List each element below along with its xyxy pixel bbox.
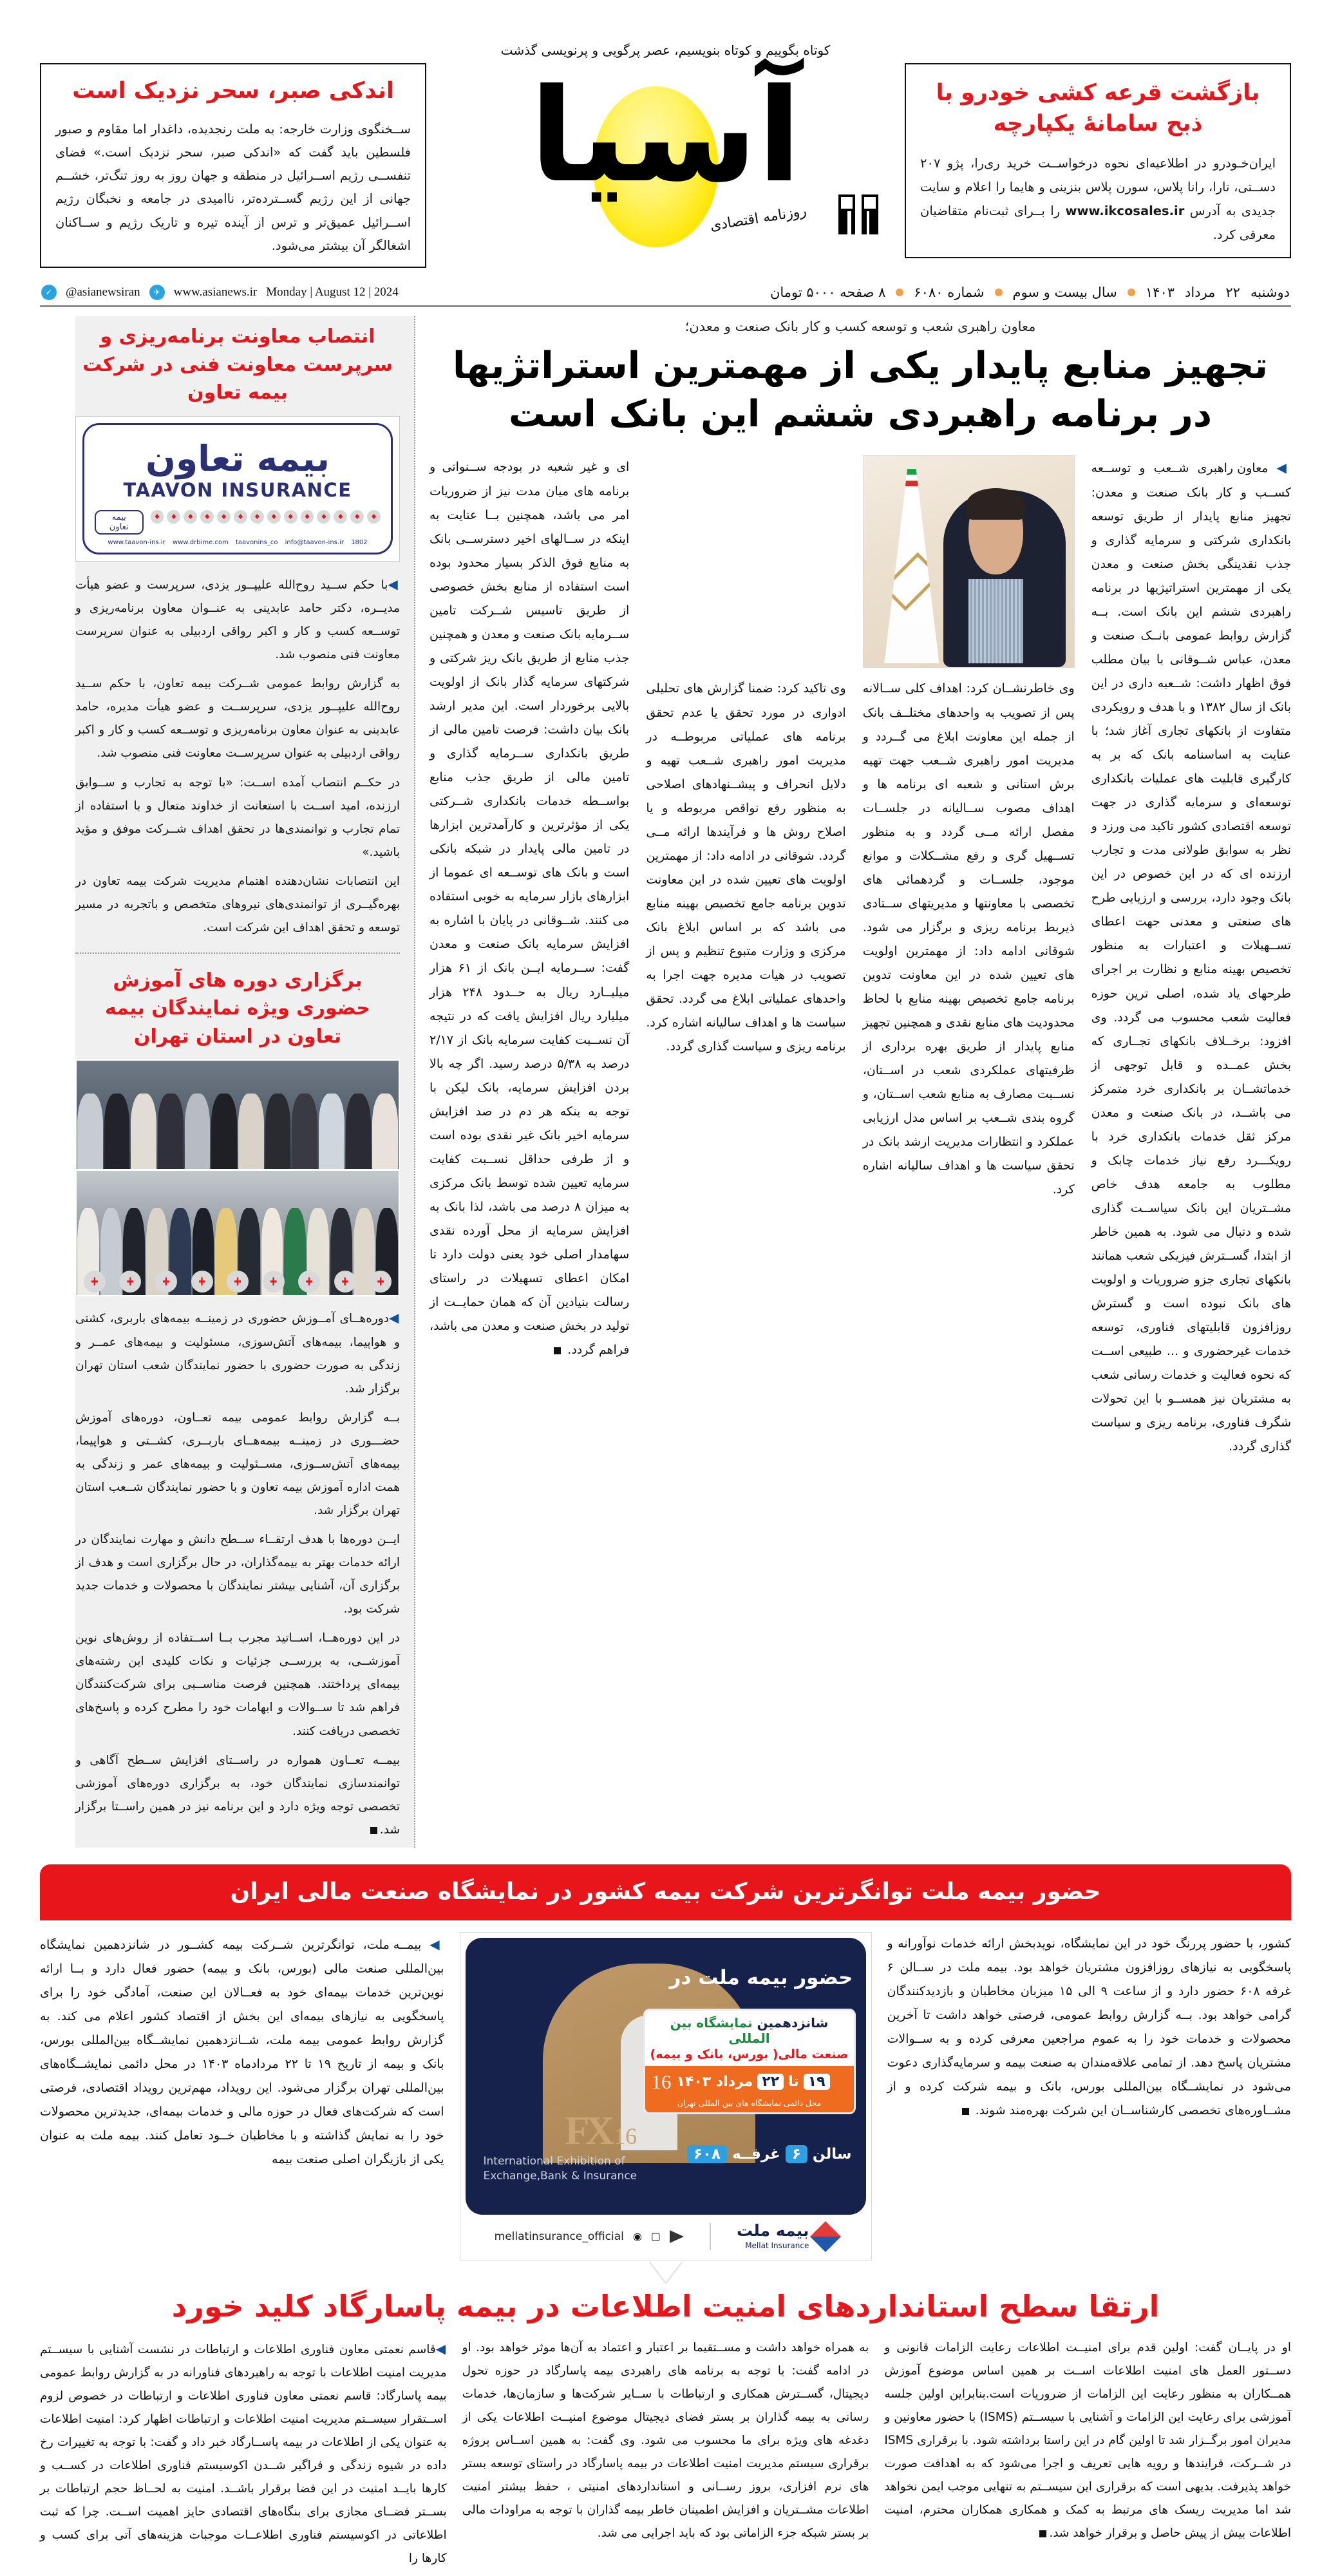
fx-edition-number: 16	[614, 2123, 637, 2149]
bullet-arrow-icon: ◀	[388, 576, 400, 592]
lead-column-right-text: معاون راهبری شــعب و توســعه کســب و کار بانک صنعت و معدن: تجهیز منابع پایدار از طریق توسعه بانکداری شرکتی و سرمایه گذاری و جذب نقدینگی بخش صنعت و معدن یکی از مهمترین استراتیژیها در برنامه راهبردی ششم این بانک است. بــه گزارش روابط عمومی بانــک صنعت و معدن، عباس شــوقانی با بیان مطلب فوق اظهار داشت: شــعبه داری در این بانک از سال ۱۳۸۲ و با هدف و رویکردی متفاوت از بانکهای تجاری آغاز شد؛ با عنایت به اساسنامه بانک که بر به کارگیری قابلیت های عملیات بانکداری توسعه‌ای و سرمایه گذاری در جهت توسعه اقتصادی کشور تاکید می ورزد و نظر به سوابق طولانی مدت و تجارب ارزنده ای که در این خصوص در این بانک وجود دارد، بررسی و ارزیابی طرح های صنعتی و معدنی جهت اعطای تســهیلات و اعتبارات به منظور تخصیص بهینه منابع و نظارت بر اجرای طرحهای یاد شده، اصلی ترین حوزه فعالیت شعب محسوب می گردد. وی افزود: برخــلاف بانکهای تجــاری که بخش عمــده و قابل توجهی از خدماتشــان بر بانکداری خرد متمرکز می باشــد، در بانک صنعت و معدن مرکز ثقل خدمات بانکداری خرد با رویکـــرد رفع نیاز خدمات چابک و مطلوب به جامعه هدف خاص مشــتریان این بانک سیاســت گذاری شده و دنبال می شود. به همین خاطر از ابتدا، گســترش فیزیکی شعب همانند بانکهای تجاری جزو ضروریات و اولویت های بانک نبوده است و گسترش روزافزون قابلیتهای فناوری، توسعه خدمات غیرحضوری و ... طبیعی اســت که نحوه فعالیت و خدمات رسانی شعب به مشتریان نیز همســو با این تحولات شگرف فناوری، برنامه ریزی و سیاست گذاری گردد.	[1091, 461, 1291, 1454]
aparat-icon[interactable]: ◉	[632, 2230, 642, 2243]
date-day: ۲۲	[1225, 285, 1240, 300]
sidebar-story1-para	[75, 572, 400, 667]
date-weekday: دوشنبه	[1250, 285, 1290, 300]
fire-insurance-icon	[370, 1271, 392, 1293]
crowd-figures	[77, 1094, 399, 1170]
life-insurance-icon	[119, 1271, 141, 1293]
paper-logo-text: آسیا	[529, 61, 802, 211]
volume-label: سال بیست و سوم	[1012, 285, 1117, 300]
sidebar-story2-para	[75, 1749, 400, 1842]
sidebar-story2-para-text: بیمــه تعــاون همواره در راســتای افزایش ســطح آگاهی و توانمندسازی نمایندگان خود، به برگزاری دوره‌های آموزشی تخصصی توجه ویژه دارد و این برنامه نیز در همین راســتا برگزار شد.	[75, 1753, 400, 1837]
separator-dot-icon	[995, 289, 1003, 296]
sidebar-story2-para-text: دوره‌هــای آمــوزش حضوری در زمینــه بیمه‌های باربری، کشتی و هواپیما، بیمه‌های آتش‌سوزی، مسئولیت و بیمه‌های عمــر و زندگی به صورت حضوری با حضور نمایندگان شعب استان تهران برگزار شد.	[75, 1312, 400, 1396]
hall-label: سالن	[812, 2145, 852, 2163]
taavon-link-1[interactable]: www.taavon-ins.ir	[108, 539, 165, 546]
lead-body	[430, 455, 1291, 1459]
bank-emblem-icon	[882, 552, 941, 611]
expo-date-strip	[645, 2066, 854, 2098]
lead-column-left	[646, 455, 845, 1459]
truck-insurance-icon	[263, 1271, 285, 1293]
sidebar-story2-para: ایــن دوره‌ها با هدف ارتقــاء ســطح دانش و مهارت نمایندگان در ارائه خدمات بهتر به بیمه‌گذاران، در حال برگزاری است و هدف از برگزاری آن، آشنایی بیشتر نمایندگان با محصولات و خدمات جدید شرکت بود.	[75, 1533, 400, 1616]
insurance-product-icon	[234, 510, 247, 524]
sidebar-story2-title[interactable]: برگزاری دوره های آموزش حضوری ویژه نمایندگان بیمه تعاون در استان تهران	[105, 969, 370, 1048]
insurance-product-icon	[301, 510, 314, 524]
portrait-hair	[967, 488, 1026, 520]
fx-english-line-1: International Exhibition of	[483, 2154, 625, 2168]
end-of-article-square-icon	[962, 2108, 969, 2115]
qr-code-icon[interactable]	[838, 194, 878, 234]
telegram-icon[interactable]	[670, 2230, 684, 2243]
expo-line-1	[645, 2011, 854, 2047]
masthead	[426, 39, 905, 254]
booth-label: غرفــه	[732, 2145, 780, 2163]
teaser-text-before: ایران‌خـودرو در اطلاعیه‌ای نحوه درخواســت خرید ری‌را، پژو ۲۰۷ دســتی، تارا، رانا پلاس، سورن پلاس بنزینی و هایما را اعلام و سایت جدیدی به آدرس	[920, 155, 1276, 218]
accident-insurance-icon	[155, 1271, 177, 1293]
expo-date-to: ۲۲	[757, 2074, 784, 2090]
bullet-arrow-icon: ◀	[430, 1936, 444, 1952]
bottom-columns	[40, 2336, 1291, 2576]
bottom-col3-body: قاسم نعمتی معاون فناوری اطلاعات و ارتباطات در نشست آشنایی با سیســتم مدیریت امنیت اطلاعات با توجه به راهبردهای فناورانه در به گزارش روابط عمومی بیمه پاسارگاد: قاسم نعمتی معاون فناوری اطلاعات و ارتباطات در خصوص لزوم اســتقرار سیســتم مدیریت امنیت اطلاعات و ارتباطات اظهار کرد: امنیت اطلاعات به عنوان یکی از اطلاعات در بیمه پاســارگاد خبر داد و گفت: با توجه به تغییرات رخ داده در شیوه زندگی و فراگیر شــدن اکوسیستم فناوری اطلاعات در کســب و کارها بایــد امنیت در این فضا برقرار باشــد. امنیت به لحــاظ حجم ارتباطات بر بســتر فضــای مجازی برای بنگاه‌های اقتصادی حایز اهمیت اســت. چرا که ثبت اطلاعاتی در اکوسیستم فناوری اطلاعــات موجبات هزینه‌های آتی برای کسب و کارها را	[39, 2342, 447, 2566]
mellat-social-handle[interactable]: mellatinsurance_official	[494, 2230, 624, 2243]
fx-expo-logo	[484, 2108, 637, 2184]
sidebar-story1-para-text: با حکم ســید روح‌الله علیپــور یزدی، سرپرست و عضو هیأت مدیــره، دکتر حامد عابدینی به عنــوان معاون برنامه‌ریزی و توســعه کسب و کار و اکبر رواقی اردبیلی به عنوان سرپرست معاونت فنی منصوب شد.	[75, 578, 400, 662]
sidebar-story1-title[interactable]: انتصاب معاونت برنامه‌ریزی و سرپرست معاونت فنی در شرکت بیمه تعاون	[82, 325, 393, 404]
main-column	[415, 316, 1291, 1848]
top-right-teaser-box[interactable]	[40, 63, 426, 268]
flag-stripes-icon	[884, 469, 939, 486]
lead-kicker: معاون راهبری شعب و توسعه کسب و کار بانک صنعت و معدن؛	[684, 319, 1036, 334]
end-of-article-square-icon	[370, 1827, 377, 1834]
end-of-article-square-icon	[554, 1347, 561, 1354]
expo-date-from: ۱۹	[804, 2074, 830, 2090]
mellat-insurance-ad[interactable]	[460, 1932, 872, 2260]
lead-column-left-text: وی تاکید کرد: ضمنا گزارش های تحلیلی ادواری در مورد تحقق یا عدم تحقق برنامه های عملیاتی مربوطــه در مدیریت امور راهبری شــعب تهیه و دلایل انحراف و پیشــنهادهای اصلاحی به منظور رفع نواقص مربوطه و یا اصلاح روش ها و فرآیندها ارائه مــی گردد. شوقانی در ادامه داد: از مهمترین اولویت های تعیین شده در این معاونت تدوین برنامه جامع تخصیص بهینه منابع می باشد که بر اساس ابلاغ بانک مرکزی و وزارت متبوع تنظیم و پس از تصویب در هیات مدیره جهت اجرا به واحدهای عملیاتی ابلاغ می گردد. تحقق سیاست ها و اهداف سالیانه اشاره کرد. برنامه ریزی و سیاست گذاری گردد.	[646, 681, 846, 1054]
taavon-brand-en: TAAVON INSURANCE	[123, 479, 352, 501]
issue-number: شماره ۶۰۸۰	[914, 285, 985, 300]
top-strip	[0, 0, 1331, 277]
taavon-ad-card	[82, 423, 393, 555]
training-photo-bottom	[77, 1169, 399, 1295]
mellat-brand-en: Mellat Insurance	[745, 2240, 809, 2250]
mellat-text-left-body: کشور، با حضور پررنگ خود در این نمایشگاه، نویدبخش ارائه خدمات نوآورانه و پاسخگویی به نیازهای روزافزون مشتریان خواهد بود. بیمه ملت در ســالن ۶ غرفه ۶۰۸ حضور دارد و از ساعت ۹ الی ۱۵ میزبان مخاطبان و بازدیدکنندگان گرامی خواهد بود. بــه گزارش روابط عمومی، فرصتی خواهد داشت تا آخرین محصولات و خدمات خود را به عموم مراجعین معرفی کرده و به ســوالات مشتریان پاسخ دهد. از تمامی علاقه‌مندان به صنعت بیمه و سرمایه‌گذاری دعوت می‌شود در نمایشــگاه بین‌المللی بورس، بانک و بیمه شرکت کرده و از مشــاوره‌های تخصصی کارشناســان این شرکت بهره‌مند شوند.	[887, 1936, 1291, 2118]
paper-logo-subtitle: روزنامه اقتصادی	[709, 203, 808, 234]
date-year: ۱۴۰۳	[1145, 285, 1175, 300]
lead-column-right	[1091, 455, 1291, 1459]
lead-headline-line-2: در برنامه راهبردی ششم این بانک است	[508, 393, 1213, 436]
expo-edition-number: 16	[651, 2070, 672, 2093]
taavon-brand-fa: بیمه تعاون	[146, 437, 330, 479]
insurance-product-icon	[334, 510, 347, 524]
bullet-arrow-icon: ◀	[389, 1310, 400, 1326]
fx-logo-mark: FX	[565, 2108, 611, 2153]
lead-column-mid	[863, 455, 1075, 1459]
insurance-product-icon	[350, 510, 364, 524]
ship-insurance-icon	[227, 1271, 249, 1293]
pages-and-price: ۸ صفحه ۵۰۰۰ تومان	[769, 285, 886, 300]
bullet-arrow-icon: ◀	[435, 2340, 447, 2356]
sidebar-story2-body	[75, 1305, 400, 1841]
insurance-product-icon	[284, 510, 297, 524]
bottom-section	[40, 2289, 1291, 2576]
lead-column-far-left	[430, 455, 629, 1459]
callout-tail-shape	[649, 2260, 683, 2282]
insurance-badge-row	[77, 1271, 399, 1293]
taavon-insurance-ad[interactable]	[75, 416, 400, 562]
hall-value: ۶	[786, 2145, 807, 2163]
top-left-teaser-title: بازگشت قرعه کشی خودرو با ذبح سامانهٔ یکپارچه	[936, 80, 1260, 137]
mellat-diamond-icon	[810, 2221, 841, 2252]
date-bar	[40, 281, 1291, 307]
sidebar-story2-para	[75, 1305, 400, 1400]
website-url[interactable]: www.asianews.ir	[173, 285, 258, 299]
insurance-product-icon	[317, 510, 330, 524]
insurance-product-icon	[184, 510, 197, 524]
separator-dot-icon	[896, 289, 903, 296]
logo-wrap	[426, 61, 905, 254]
sidebar-story2-para: در این دوره‌هــا، اســاتید مجرب بــا اســتفاده از روش‌های نوین آموزشــی، به بررســی جزئیات و نکات کلیدی این رشته‌های بیمه‌ای پرداختند. همچنین فرصت مناســبی برای شرکت‌کنندگان فراهم شد تا ســوالات و ابهامات خود را مطرح کرده و پاسخ‌های تخصصی دریافت کنند.	[75, 1631, 400, 1738]
mellat-ad-art	[466, 1938, 866, 2215]
sidebar-story2-para: بــه گزارش روابط عمومی بیمه تعــاون، دوره‌های آموزش حضـــوری در زمینــه بیمه‌هــای باربــری، کشــتی و هواپیما، بیمه‌های آتش‌ســوزی، مســئولیت و بیمه‌های عمر و زندگی به همت اداره آموزش بیمه تعاون و با حضور نمایندگان شــعب استان تهران برگزار شد.	[75, 1410, 400, 1517]
teaser-text-after: را بــرای ثبت‌نام متقاضیان معرفی کرد.	[920, 203, 1276, 242]
end-of-article-square-icon	[1039, 2530, 1046, 2537]
expo-venue: محل دائمی نمایشگاه های بین المللی تهران	[645, 2098, 854, 2112]
date-bar-left-group	[41, 285, 399, 300]
bottom-col2-text: به همراه خواهد داشت و مســتقیما بر اعتبار و اعتماد به آن‌ها موثر خواهد بود. او در ادامه گفت: با توجه به برنامه های راهبردی بیمه پاسارگاد در حوزه تحول دیجیتال، گســترش همکاری و ارتباطات با ســایر شرکت‌ها و سازمان‌ها، خدمات رسانی به بیمه گذاران بر بستر فضای دیجیتال موضوع امنیــت اطلاعات یکی از دغدغه های ویژه برای ما محسوب می شود. وی گفت: به همین اســاس پروژه برقراری سیستم مدیریت امنیت اطلاعات در بیمه پاسارگاد در راستای توسعه بستر های نرم افزاری، بروز رســانی و استانداردهای امنیتی ، حفظ بیشتر امنیت اطلاعات مشــتریان و افزایش اطمینان خاطر بیمه گذاران با توجه به مراودات مالی بر بستر شبکه جزء الزاماتی بود که باید اجرایی می شد.	[462, 2340, 869, 2541]
mellat-banner-title[interactable]: حضور بیمه ملت توانگرترین شرکت بیمه کشور در نمایشگاه صنعت مالی ایران	[40, 1864, 1291, 1920]
top-right-teaser-body: ســخنگوی وزارت خارجه: به ملت رنجدیده، داغدار اما مقاوم و صبور فلسطین باید گفت که «اندکی صبر، سحر نزدیک است.» فضای تنفســی رژیم اســرائیل در منطقه و جهان روز به روز تنگ‌تر، خشــم جهانی از این رژیم گســترده‌تر، ناامیدی در جامعه و نخبگان رژیم اســرائیل عمیق‌تر و ترس از آینده تیره و تاریک رژیم و ســاکنان اشغالگر آن بیشتر می‌شود.	[55, 122, 411, 253]
mellat-ad-footer	[466, 2215, 866, 2255]
bottom-col1-text	[884, 2336, 1291, 2546]
expo-date-group	[677, 2074, 830, 2090]
top-right-teaser-title: اندکی صبر، سحر نزدیک است	[72, 78, 394, 104]
telegram-icon[interactable]: ✈	[149, 285, 165, 300]
expo-exhibition-word: نمایشگاه بین المللی	[670, 2014, 770, 2046]
sidebar-story1-para: به گزارش روابط عمومی شــرکت بیمه تعاون، با حکم ســید روح‌الله علیپــور یزدی، سرپرســت و عضو هیأت مدیره، حامد عابدینی به عنوان معاون برنامه‌ریزی و توســعه کسب و کار و اکبر رواقی اردبیلی به عنوان سرپرســت معاونت فنی منصوب شد.	[75, 677, 400, 761]
verified-badge-icon: ✓	[41, 285, 57, 300]
taavon-link-2[interactable]: www.drbime.com	[172, 539, 229, 546]
mellat-columns	[40, 1920, 1291, 2260]
sidebar-story1-para: این انتصابات نشان‌دهنده اهتمام مدیریت شرکت بیمه تعاون در بهره‌گیــری از توانمندی‌های نیروهای متخصص و باتجربه در مسیر توسعه و تحقق اهداف این شرکت است.	[75, 874, 400, 934]
bottom-column-3	[40, 2336, 447, 2576]
mellat-section	[40, 1864, 1291, 2282]
mellat-text-right-body: بیمــه ملت، توانگرترین شــرکت بیمه کشــور در شانزدهمین نمایشگاه بین‌المللی صنعت مالی (بورس، بانک و بیمه) حضور فعال دارد و بــا ارائه نوین‌ترین خدمات بیمه‌ای خود به فعــالان این صنعت، آمادگی خود را برای پاسخگویی به نیازهای بیمه‌ای این بخش از اقتصاد کشور اعلام می کند. به گزارش روابط عمومی بیمه ملت، شــانزدهمین نمایشــگاه بین‌المللی بورس، بانک و بیمه از تاریخ ۱۹ تا ۲۲ مردادماه ۱۴۰۳ در محل دائمی نمایشــگاه‌های بین‌المللی تهران برگزار می‌شود. این رویداد، مهم‌ترین رویداد اقتصادی، فرصتی است که شرکت‌های فعال در حوزه مالی و خدمات بیمه‌ای، جدیدترین محصولات خود را به نمایش گذاشته و با مخاطبان خــود تعامل کنند. بیمه ملت به عنوان یکی از بازیگران اصلی صنعت بیمه	[40, 1937, 444, 2167]
insurance-product-icon	[267, 510, 281, 524]
booth-value: ۶۰۸	[687, 2145, 727, 2163]
health-insurance-icon	[84, 1271, 106, 1293]
sidebar-story2-photos	[75, 1059, 400, 1296]
factory-insurance-icon	[298, 1271, 320, 1293]
sidebar-column	[75, 316, 415, 1848]
bottom-column-2	[462, 2336, 869, 2576]
instagram-icon[interactable]: ▢	[650, 2230, 661, 2243]
english-date: Monday | August 12 | 2024	[266, 285, 399, 299]
mellat-brand-fa: بیمه ملت	[736, 2221, 809, 2240]
expo-date-word: تا	[788, 2074, 799, 2090]
expo-ordinal: شانزدهمین	[757, 2014, 829, 2031]
taavon-product-icons	[95, 510, 381, 535]
car-insurance-icon	[334, 1271, 356, 1293]
lead-column-mid-text: وی خاطرنشــان کرد: اهداف کلی ســالانه پس از تصویب به واحدهای مختلــف بانک از جمله این معاونت ابلاغ می گــردد و مدیریت امور راهبری شــعب جهت تهیه برش استانی و شعبه ای برنامه ها و اهداف مصوب ســالیانه در جلســات مفصل ارائه مــی گردد و به منظور تســهیل گری و رفع مشــکلات و موانع موجود، جلســات و گردهمائی های تخصصی با معاونتها و مدیریتهای ســتادی ذیربط برنامه ریزی و برگزار می شود. شوقانی ادامه داد: از مهمترین اولویت های تعیین شده در این معاونت تدوین برنامه جامع تخصیص بهینه منابع با لحاظ محدودیت های منابع نقدی و همچنین تجهیز منابع پایدار از طریق بهره برداری از ظرفیتهای عملکردی شعب در اســتان، نســبت مصارف به منابع شعب اســتان، و گروه بندی شــعب بر اساس مدل ارزیابی عملکرد و انتظارات مدیریت ارشد بانک در تحقق سیاست ها و اهداف سالیانه اشاره کرد.	[862, 681, 1075, 1197]
footer-divider	[710, 2223, 711, 2250]
bullet-arrow-icon: ◀	[1276, 460, 1291, 476]
fx-english-line-2: Exchange,Bank & Insurance	[483, 2169, 637, 2183]
taavon-link-3[interactable]: taavonins_co	[235, 539, 278, 546]
social-handle[interactable]: @asianewsiran	[66, 285, 140, 299]
top-left-teaser-box[interactable]	[905, 63, 1291, 258]
separator-dot-icon	[1128, 289, 1135, 296]
lead-column-far-left-text: ای و غیر شعبه در بودجه ســنواتی و برنامه های میان مدت نیز از ضروریات امر می باشد، همچنین بــا عنایت به اینکه در ســالهای اخیر دسترســی بانک به منابع فوق الذکر بسیار محدود بوده است استفاده از منابع بخش خصوصی از طریق تاسیس شــرکت تامین ســرمایه بانک صنعت و معدن و همچنین جذب منابع از طریق بانک ریز شرکتی و شرکتهای سرمایه گذار بانک از اولویت بالایی برخوردار است. این مدیر ارشد بانک بیان داشت: فرصت تامین مالی از طریق بانکداری ســرمایه گذاری و تامین مالی از طریق جذب منابع بواســطه خدمات بانکداری شــرکتی یکی از مؤثرترین و کارآمدترین ابزارها در تامین مالی پایدار در شبکه بانکی است و بانک های توســعه ای عموما از ابزارهای بازار سرمایه به خوبی استفاده می کنند. شــوقانی در پایان با اشاره به افزایش سرمایه بانک صنعت و معدن گفت: ســرمایه ایــن بانک از ۶۱ هزار میلیــارد ریال به حــدود ۲۴۸ هزار میلیارد ریال افزایش یافت که در نتیجه آن نســبت کفایت سرمایه بانک از ۲/۱۷ درصد به ۵/۳۸ درصد رسید. اگر چه بالا بردن افزایش سرمایه، بانک لیکن با توجه به ینکه هر دم در صد افزایش سرمایه اخیر بانک غیر نقدی بوده است و از طرفی حداقل نســبت کفایت سرمایه تعیین شده توسط بانک مرکزی به میزان ۸ درصد می باشد، لذا بانک به افزایش سرمایه از محل آورده نقدی سهامدار اصلی خود یعنی دولت دارد تا امکان اعطای تسهیلات در راستای رسالت بنیادین آن که همان حمایــت از تولید در بخش صنعت و معدن می باشد، فراهم گردد.	[430, 460, 630, 1358]
iran-flag-graphic-icon	[884, 469, 939, 663]
expo-line-2: صنعت مالی( بورس، بانک و بیمه)	[650, 2047, 849, 2061]
taavon-link-4[interactable]: info@taavon-ins.ir	[285, 539, 344, 546]
insurance-product-icon	[217, 510, 231, 524]
lead-headline-line-1: تجهیز منابع پایدار یکی از مهمترین استراتژیها	[453, 345, 1268, 387]
top-left-teaser-body	[920, 151, 1276, 247]
insurance-product-icon	[200, 510, 214, 524]
plane-insurance-icon	[191, 1271, 213, 1293]
date-month: مرداد	[1185, 285, 1216, 300]
date-bar-right-group	[770, 285, 1290, 300]
insurance-product-icon	[151, 510, 164, 524]
sidebar-divider	[75, 952, 400, 954]
sidebar-story1-para: در حکــم انتصاب آمده اســت: «با توجه به تجارب و ســوابق ارزنده، امید اســت با استعانت از خداوند متعال و با استفاده از تمام تجارب و توانمندی‌ها در تحقق اهداف شــرکت موفق و مؤید باشید.»	[75, 775, 400, 859]
bottom-col1-body: او در پایــان گفت: اولین قدم برای امنیــت اطلاعات رعایت الزامات قانونی و دســتور العمل های امنیت اطلاعات اســت بر همین اساس موضوع آموزش همــکاران به منظور رعایت این الزامات از ضروریات است.بنابراین اولین جلسه آموزشی برای رعایت این الزامات و آشنایی با سیســتم (ISMS) با حضور معاونین و مدیران امور برگــزار شد تا اولین گام در این راستا برداشته شود. با برقراری ISMS در شــرکت، فرایندها و رویه هایی تعریف و اجرا می‌شود که به اهدافت صورت خواهد پذیرفت. بدیهی است که برقراری این سیســتم به تنهایی موجب ایمن نخواهد شد اما مدیریت ریسک های مرتبط به کمک و همکاری همکاران محترم، امنیت اطلاعات بیش از پیش حاصل و برقرار خواهد شد.	[884, 2340, 1291, 2541]
mellat-social-group[interactable]	[495, 2230, 684, 2243]
bottom-column-1	[884, 2336, 1291, 2576]
lead-photo	[863, 455, 1075, 668]
mellat-text-right	[40, 1932, 444, 2260]
lead-headline[interactable]	[430, 342, 1291, 439]
insurance-product-icon	[367, 510, 381, 524]
bottom-col3-text	[40, 2336, 447, 2571]
taavon-pill-label: بیمه تعاون	[95, 510, 144, 535]
taavon-link-5[interactable]: 1802	[351, 539, 368, 546]
bottom-headline[interactable]: ارتقا سطح استانداردهای امنیت اطلاعات در بیمه پاسارگاد کلید خورد	[171, 2288, 1160, 2324]
insurance-product-icon	[167, 510, 180, 524]
mellat-brand-logo	[737, 2222, 836, 2251]
expo-hall-booth	[687, 2145, 852, 2163]
taavon-contact-links[interactable]	[95, 539, 381, 546]
portrait-shirt	[968, 579, 1023, 663]
expo-info-box	[643, 2009, 856, 2114]
masthead-slogan: کوتاه بگوییم و کوتاه بنویسیم، عصر پرگویی و پرنویسی گذشت	[500, 43, 831, 58]
mellat-text-left	[887, 1932, 1292, 2260]
expo-month-year: مرداد ۱۴۰۳	[676, 2074, 753, 2090]
ikco-sales-url[interactable]: www.ikcosales.ir	[1065, 203, 1185, 218]
insurance-product-icon	[250, 510, 264, 524]
content-area	[0, 316, 1331, 1848]
training-photo-top	[77, 1061, 399, 1169]
sidebar-story1-body	[75, 572, 400, 940]
mellat-ad-headline: حضور بیمه ملت در	[669, 1965, 853, 1989]
